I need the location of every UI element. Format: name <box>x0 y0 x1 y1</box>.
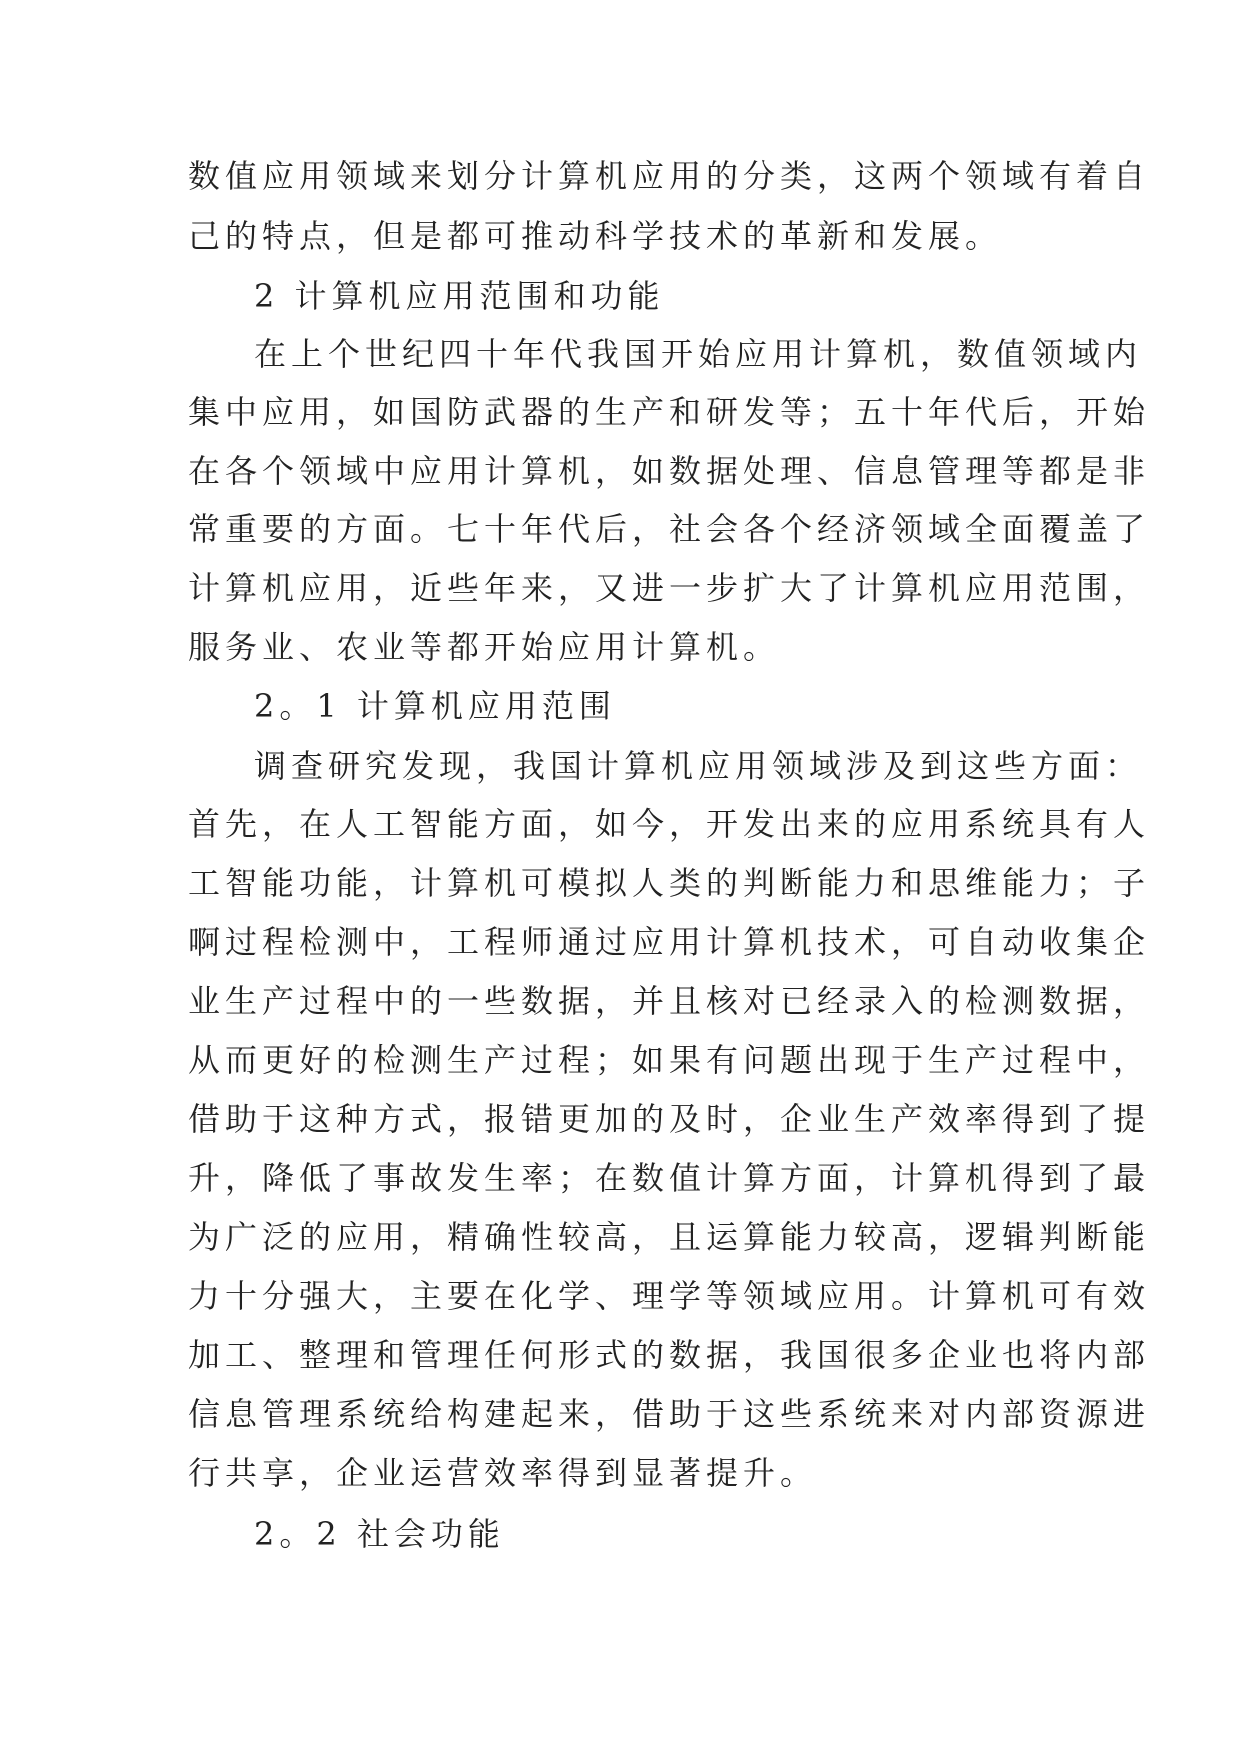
paragraph-line: 首先，在人工智能方面，如今，开发出来的应用系统具有人 <box>188 805 1151 843</box>
paragraph-line: 集中应用，如国防武器的生产和研发等；五十年代后，开始 <box>188 393 1151 431</box>
paragraph-line: 从而更好的检测生产过程；如果有问题出现于生产过程中， <box>188 1041 1151 1079</box>
section-heading: 2 计算机应用范围和功能 <box>254 277 665 315</box>
paragraph-line: 信息管理系统给构建起来，借助于这些系统来对内部资源进 <box>188 1395 1151 1433</box>
paragraph-line: 工智能功能，计算机可模拟人类的判断能力和思维能力；子 <box>188 864 1151 902</box>
paragraph-line: 啊过程检测中，工程师通过应用计算机技术，可自动收集企 <box>188 923 1151 961</box>
paragraph-line: 力十分强大，主要在化学、理学等领域应用。计算机可有效 <box>188 1277 1151 1315</box>
paragraph-line: 为广泛的应用，精确性较高，且运算能力较高，逻辑判断能 <box>188 1218 1151 1256</box>
paragraph-line: 数值应用领域来划分计算机应用的分类，这两个领域有着自 <box>188 157 1151 195</box>
paragraph-line: 常重要的方面。七十年代后，社会各个经济领域全面覆盖了 <box>188 510 1151 548</box>
paragraph-line: 升，降低了事故发生率；在数值计算方面，计算机得到了最 <box>188 1159 1151 1197</box>
paragraph-line: 计算机应用，近些年来，又进一步扩大了计算机应用范围， <box>188 569 1151 607</box>
paragraph-line: 行共享，企业运营效率得到显著提升。 <box>188 1454 818 1492</box>
paragraph-line: 借助于这种方式，报错更加的及时，企业生产效率得到了提 <box>188 1100 1151 1138</box>
section-heading: 2。1 计算机应用范围 <box>254 687 616 725</box>
paragraph-line: 业生产过程中的一些数据，并且核对已经录入的检测数据， <box>188 982 1151 1020</box>
paragraph-line: 服务业、农业等都开始应用计算机。 <box>188 628 781 666</box>
paragraph-line: 调查研究发现，我国计算机应用领域涉及到这些方面： <box>254 747 1143 785</box>
paragraph-line: 在上个世纪四十年代我国开始应用计算机，数值领域内 <box>254 335 1143 373</box>
section-heading: 2。2 社会功能 <box>254 1515 505 1553</box>
paragraph-line: 加工、整理和管理任何形式的数据，我国很多企业也将内部 <box>188 1336 1151 1374</box>
paragraph-line: 己的特点，但是都可推动科学技术的革新和发展。 <box>188 217 1003 255</box>
paragraph-line: 在各个领域中应用计算机，如数据处理、信息管理等都是非 <box>188 452 1151 490</box>
